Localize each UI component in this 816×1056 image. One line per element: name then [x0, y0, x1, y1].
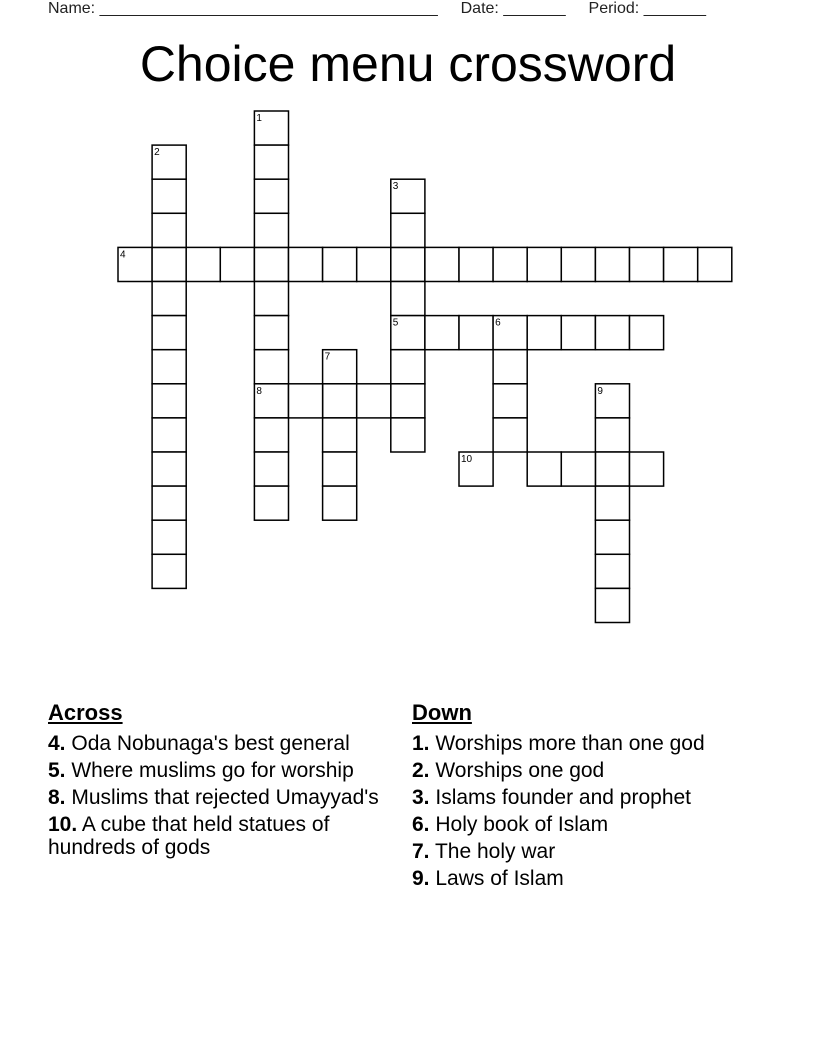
grid-cell[interactable] — [527, 452, 561, 486]
grid-cell[interactable] — [493, 418, 527, 452]
grid-cell[interactable] — [459, 316, 493, 350]
grid-cell[interactable] — [152, 520, 186, 554]
grid-cell[interactable] — [254, 213, 288, 247]
grid-cell[interactable] — [357, 384, 391, 418]
grid-cell[interactable] — [254, 179, 288, 213]
name-label: Name: — [48, 0, 96, 17]
clue-number: 5. — [48, 759, 66, 782]
grid-cell[interactable] — [493, 350, 527, 384]
clue-text: Worships more than one god — [435, 732, 705, 755]
clue-number: 8. — [48, 786, 66, 809]
grid-cell[interactable] — [152, 452, 186, 486]
grid-cell[interactable] — [561, 316, 595, 350]
clue-item — [48, 759, 388, 782]
grid-cell[interactable] — [152, 213, 186, 247]
clue-number-label: 1 — [256, 113, 262, 124]
clue-text: Where muslims go for worship — [71, 759, 354, 782]
clue-number-label: 5 — [392, 317, 399, 329]
grid-cell[interactable] — [152, 384, 186, 418]
clue-item — [412, 840, 762, 863]
date-label: Date: — [460, 0, 499, 17]
grid-cell[interactable] — [323, 418, 357, 452]
grid-cell[interactable] — [595, 520, 629, 554]
grid-cell[interactable] — [152, 282, 186, 316]
grid-cell[interactable] — [595, 452, 629, 486]
grid-cell[interactable] — [186, 247, 220, 281]
grid-cell[interactable] — [152, 179, 186, 213]
grid-cell[interactable] — [152, 350, 186, 384]
clue-item — [48, 732, 388, 755]
grid-cell[interactable] — [630, 247, 664, 281]
date-field[interactable]: _______ — [503, 0, 566, 17]
clue-number-label: 10 — [461, 454, 473, 465]
grid-cell[interactable] — [527, 316, 561, 350]
clue-number: 7. — [412, 840, 430, 863]
period-label: Period: — [588, 0, 640, 17]
grid-cell[interactable] — [323, 384, 357, 418]
grid-cell[interactable] — [391, 213, 425, 247]
grid-cell[interactable] — [254, 350, 288, 384]
grid-cell[interactable] — [630, 452, 664, 486]
page-title: Choice menu crossword — [139, 36, 677, 92]
grid-cell[interactable] — [254, 247, 288, 281]
clue-number: 1. — [412, 732, 430, 755]
clue-number: 3. — [412, 786, 430, 809]
grid-cell[interactable] — [630, 316, 664, 350]
clue-number: 9. — [412, 867, 430, 890]
grid-cell[interactable] — [391, 247, 425, 281]
grid-cell[interactable] — [391, 282, 425, 316]
clue-number-label: 2 — [154, 147, 160, 159]
grid-cell[interactable] — [254, 418, 288, 452]
clue-number-label: 3 — [392, 181, 399, 193]
clue-text: A cube that held statues of hundreds of gods — [48, 813, 330, 859]
grid-cell[interactable] — [323, 452, 357, 486]
grid-cell[interactable] — [527, 247, 561, 281]
clue-item — [48, 786, 388, 809]
clue-number: 10. — [48, 813, 78, 836]
grid-cell[interactable] — [595, 247, 629, 281]
clue-item — [412, 732, 762, 755]
clue-text: Oda Nobunaga's best general — [71, 732, 350, 755]
across-clues — [48, 700, 388, 863]
clue-item — [412, 759, 762, 782]
clue-text: Muslims that rejected Umayyad's — [71, 786, 379, 809]
grid-cell[interactable] — [595, 554, 629, 588]
grid-cell[interactable] — [152, 316, 186, 350]
grid-cell[interactable] — [254, 145, 288, 179]
grid-cell[interactable] — [595, 486, 629, 520]
down-heading: Down — [412, 700, 472, 725]
grid-cell[interactable] — [254, 282, 288, 316]
grid-cell[interactable] — [698, 247, 732, 281]
grid-cell[interactable] — [323, 247, 357, 281]
name-field[interactable]: ______________________________________ — [99, 0, 438, 17]
grid-cell[interactable] — [595, 418, 629, 452]
grid-cell[interactable] — [391, 350, 425, 384]
grid-cell[interactable] — [357, 247, 391, 281]
clue-number: 6. — [412, 813, 430, 836]
grid-cell[interactable] — [595, 588, 629, 622]
clue-text: Islams founder and prophet — [435, 786, 692, 809]
grid-cell[interactable] — [493, 384, 527, 418]
clue-number-label: 7 — [324, 351, 331, 363]
clue-text: Holy book of Islam — [435, 813, 609, 836]
grid-cell[interactable] — [493, 247, 527, 281]
clue-number: 2. — [412, 759, 430, 782]
across-heading: Across — [48, 700, 123, 725]
grid-cell[interactable] — [595, 316, 629, 350]
grid-cell[interactable] — [561, 247, 595, 281]
grid-cell[interactable] — [152, 554, 186, 588]
grid-cell[interactable] — [289, 247, 323, 281]
clue-item — [412, 813, 762, 836]
clue-item — [412, 867, 762, 890]
clue-item — [48, 813, 388, 859]
grid-cell[interactable] — [152, 418, 186, 452]
clue-number: 4. — [48, 732, 66, 755]
clue-text: The holy war — [434, 840, 556, 863]
clue-text: Laws of Islam — [435, 867, 564, 890]
grid-cell[interactable] — [254, 486, 288, 520]
clue-number-label: 6 — [495, 317, 501, 329]
grid-cell[interactable] — [425, 247, 459, 281]
grid-cell[interactable] — [289, 384, 323, 418]
grid-cell[interactable] — [254, 316, 288, 350]
grid-cell[interactable] — [323, 486, 357, 520]
grid-cell[interactable] — [459, 247, 493, 281]
clue-item — [412, 786, 762, 809]
clue-number-label: 9 — [597, 385, 603, 397]
grid-cell[interactable] — [664, 247, 698, 281]
clue-number-label: 4 — [120, 249, 126, 261]
grid-cell[interactable] — [152, 247, 186, 281]
clue-number-label: 8 — [256, 385, 262, 397]
grid-cell[interactable] — [391, 384, 425, 418]
grid-cell[interactable] — [254, 452, 288, 486]
period-field[interactable]: _______ — [643, 0, 706, 17]
grid-cell[interactable] — [220, 247, 254, 281]
down-clues — [412, 700, 762, 894]
grid-cell[interactable] — [561, 452, 595, 486]
grid-cell[interactable] — [425, 316, 459, 350]
grid-cell[interactable] — [152, 486, 186, 520]
clue-text: Worships one god — [435, 759, 605, 782]
grid-cell[interactable] — [391, 418, 425, 452]
